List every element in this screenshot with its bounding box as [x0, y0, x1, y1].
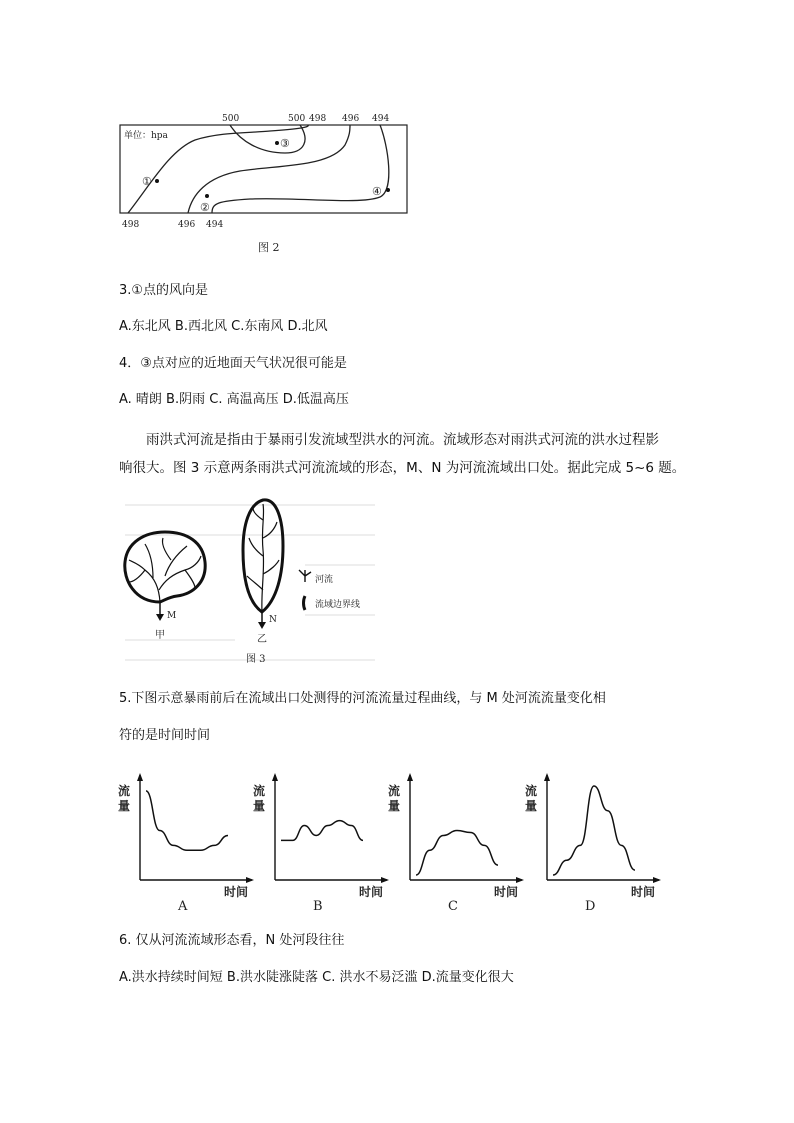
- chart-b-ylabel-bottom: 量: [253, 799, 266, 813]
- intro-line-2: 响很大。图 3 示意两条雨洪式河流流域的形态，M、N 为河流流域出口处。据此完成 5~6 题。: [119, 460, 686, 476]
- q4-options: A. 晴朗 B.阴雨 C. 高温高压 D.低温高压: [119, 392, 349, 407]
- chart-c-ylabel-top: 流: [388, 784, 401, 798]
- q3-options: A.东北风 B.西北风 C.东南风 D.北风: [119, 319, 328, 334]
- point-4-label: ④: [372, 185, 382, 198]
- q3-stem: 3.①点的风向是: [119, 283, 209, 298]
- chart-a-x-arrow: [246, 877, 254, 883]
- chart-b-curve: [281, 821, 363, 841]
- discharge-charts: [110, 765, 670, 915]
- chart-a-y-arrow: [137, 773, 143, 781]
- q4-stem: 4．③点对应的近地面天气状况很可能是: [119, 356, 347, 371]
- figure-2-isobar-map: [110, 105, 420, 265]
- outlet-m-arrow: [156, 614, 164, 621]
- chart-c: [388, 773, 524, 914]
- chart-b-y-arrow: [272, 773, 278, 781]
- chart-c-curve: [416, 831, 498, 876]
- q5-line-2: 符的是时间时间: [119, 728, 211, 743]
- chart-d-curve: [553, 786, 635, 875]
- point-3-label: ③: [280, 137, 290, 150]
- point-1-dot: [155, 179, 159, 183]
- isobar-label-500-a: 500: [222, 114, 240, 124]
- chart-c-xlabel: 时间: [494, 885, 519, 899]
- chart-a-ylabel-top: 流: [118, 784, 131, 798]
- chart-d-letter: D: [585, 899, 596, 914]
- isobar-label-bottom-494: 494: [206, 220, 224, 230]
- figure-3-basins: [115, 490, 385, 670]
- chart-b-x-arrow: [381, 877, 389, 883]
- basin-jia-boundary: [125, 532, 205, 602]
- legend-river-label: 河流: [315, 575, 334, 585]
- chart-a-letter: A: [178, 899, 188, 914]
- isobar-label-494: 494: [372, 114, 390, 124]
- isobar-label-496: 496: [342, 114, 360, 124]
- chart-c-y-arrow: [407, 773, 413, 781]
- chart-a-curve: [146, 791, 228, 850]
- point-1-label: ①: [142, 175, 152, 188]
- q5-line-1: 5.下图示意暴雨前后在流域出口处测得的河流流量过程曲线，与 M 处河流流量变化相: [119, 691, 606, 706]
- basin-yi-label: 乙: [257, 634, 267, 645]
- chart-d-xlabel: 时间: [631, 885, 656, 899]
- isobar-label-498: 498: [309, 114, 327, 124]
- figure-2-caption: 图 2: [258, 241, 280, 254]
- chart-b-xlabel: 时间: [359, 885, 384, 899]
- point-2-label: ②: [200, 201, 210, 214]
- q6-options: A.洪水持续时间短 B.洪水陡涨陡落 C. 洪水不易泛滥 D.流量变化很大: [119, 970, 514, 985]
- chart-d: [525, 773, 661, 914]
- chart-b-ylabel-top: 流: [253, 784, 266, 798]
- basin-jia-label: 甲: [155, 630, 165, 641]
- isobar-label-bottom-496: 496: [178, 220, 196, 230]
- chart-c-ylabel-bottom: 量: [388, 799, 401, 813]
- isobar-494: [212, 125, 389, 213]
- chart-c-x-arrow: [516, 877, 524, 883]
- chart-d-x-arrow: [653, 877, 661, 883]
- chart-d-y-arrow: [544, 773, 550, 781]
- legend-boundary-icon: [304, 596, 306, 610]
- legend-boundary-label: 流域边界线: [315, 600, 361, 610]
- isobar-label-500-b: 500: [288, 114, 306, 124]
- chart-a: [118, 773, 254, 914]
- q6-stem: 6. 仅从河流流域形态看，N 处河段往往: [119, 933, 345, 948]
- outlet-n-label: N: [269, 615, 277, 625]
- intro-line-1: 雨洪式河流是指由于暴雨引发流域型洪水的河流。流域形态对雨洪式河流的洪水过程影: [146, 432, 659, 448]
- outlet-n-arrow: [258, 622, 266, 629]
- point-2-dot: [205, 194, 209, 198]
- chart-b-letter: B: [313, 899, 323, 914]
- isobar-label-bottom-498: 498: [122, 220, 140, 230]
- legend-river-icon: [299, 570, 311, 582]
- chart-c-letter: C: [448, 899, 458, 914]
- point-3-dot: [275, 141, 279, 145]
- chart-a-ylabel-bottom: 量: [118, 799, 131, 813]
- outlet-m-label: M: [167, 611, 177, 621]
- point-4-dot: [386, 188, 390, 192]
- figure-3-caption: 图 3: [246, 654, 266, 665]
- chart-d-ylabel-top: 流: [525, 784, 538, 798]
- chart-d-ylabel-bottom: 量: [525, 799, 538, 813]
- chart-b: [253, 773, 389, 914]
- chart-a-xlabel: 时间: [224, 885, 249, 899]
- unit-label: 单位：hpa: [124, 131, 168, 141]
